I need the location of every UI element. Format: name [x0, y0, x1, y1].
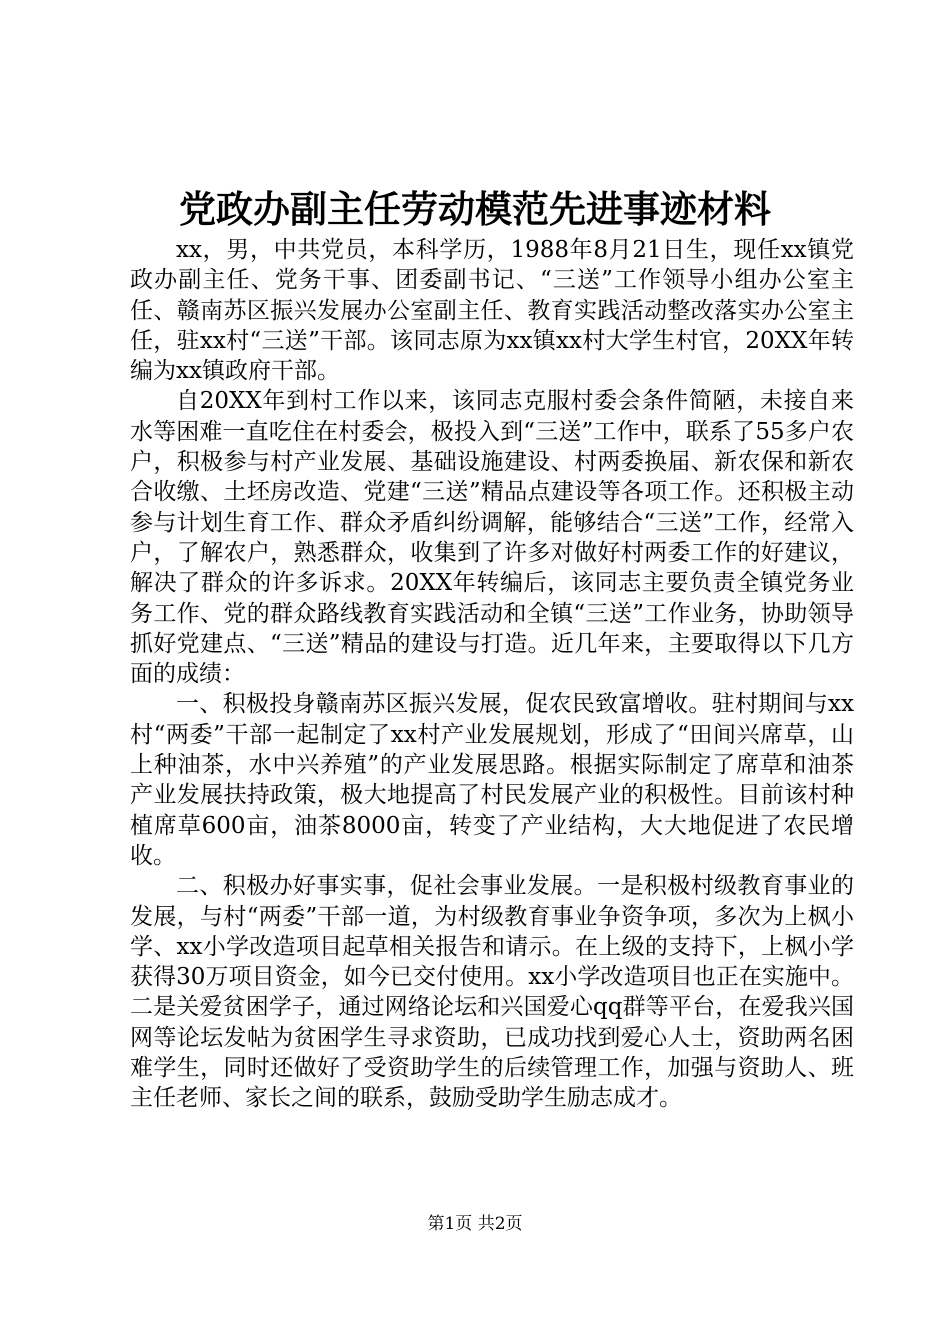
- paragraph-achievement-2: 二、积极办好事实事，促社会事业发展。一是积极村级教育事业的发展，与村“两委”干部一道，为村级教育事业争资争项，多次为上枫小学、xx小学改造项目起草相关报告和请示。在上级的支持下，上枫小学获得30万项目资金，如今已交付使用。xx小学改造项目也正在实施中。二是关爱贫困学子，通过网络论坛和兴国爱心qq群等平台，在爱我兴国网等论坛发帖为贫困学生寻求资助，已成功找到爱心人士，资助两名困难学生，同时还做好了受资助学生的后续管理工作，加强与资助人、班主任老师、家长之间的联系，鼓励受助学生励志成才。: [130, 873, 854, 1112]
- paragraph-intro: xx，男，中共党员，本科学历，1988年8月21日生，现任xx镇党政办副主任、党务干事、团委副书记、“三送”工作领导小组办公室主任、赣南苏区振兴发展办公室副主任、教育实践活动整改落实办公室主任，驻xx村“三送”干部。该同志原为xx镇xx村大学生村官，20XX年转编为xx镇政府干部。: [130, 237, 854, 385]
- paragraph-achievement-1: 一、积极投身赣南苏区振兴发展，促农民致富增收。驻村期间与xx村“两委”干部一起制定了xx村产业发展规划，形成了“田间兴席草，山上种油茶，水中兴养殖”的产业发展思路。根据实际制定了席草和油茶产业发展扶持政策，极大地提高了村民发展产业的积极性。目前该村种植席草600亩，油茶8000亩，转变了产业结构，大大地促进了农民增收。: [130, 691, 854, 869]
- document-title: 党政办副主任劳动模范先进事迹材料: [179, 187, 771, 231]
- document-body: [130, 235, 854, 1114]
- page-number-footer: 第1页 共2页: [427, 1214, 523, 1234]
- paragraph-village-work: 自20XX年到村工作以来，该同志克服村委会条件简陋，未接自来水等困难一直吃住在村委会，极投入到“三送”工作中，联系了55多户农户，积极参与村产业发展、基础设施建设、村两委换届、新农保和新农合收缴、土坯房改造、党建“三送”精品点建设等各项工作。还积极主动参与计划生育工作、群众矛盾纠纷调解，能够结合“三送”工作，经常入户，了解农户，熟悉群众，收集到了许多对做好村两委工作的好建议，解决了群众的许多诉求。20XX年转编后，该同志主要负责全镇党务业务工作、党的群众路线教育实践活动和全镇“三送”工作业务，协助领导抓好党建点、“三送”精品的建设与打造。近几年来，主要取得以下几方面的成绩：: [130, 388, 854, 688]
